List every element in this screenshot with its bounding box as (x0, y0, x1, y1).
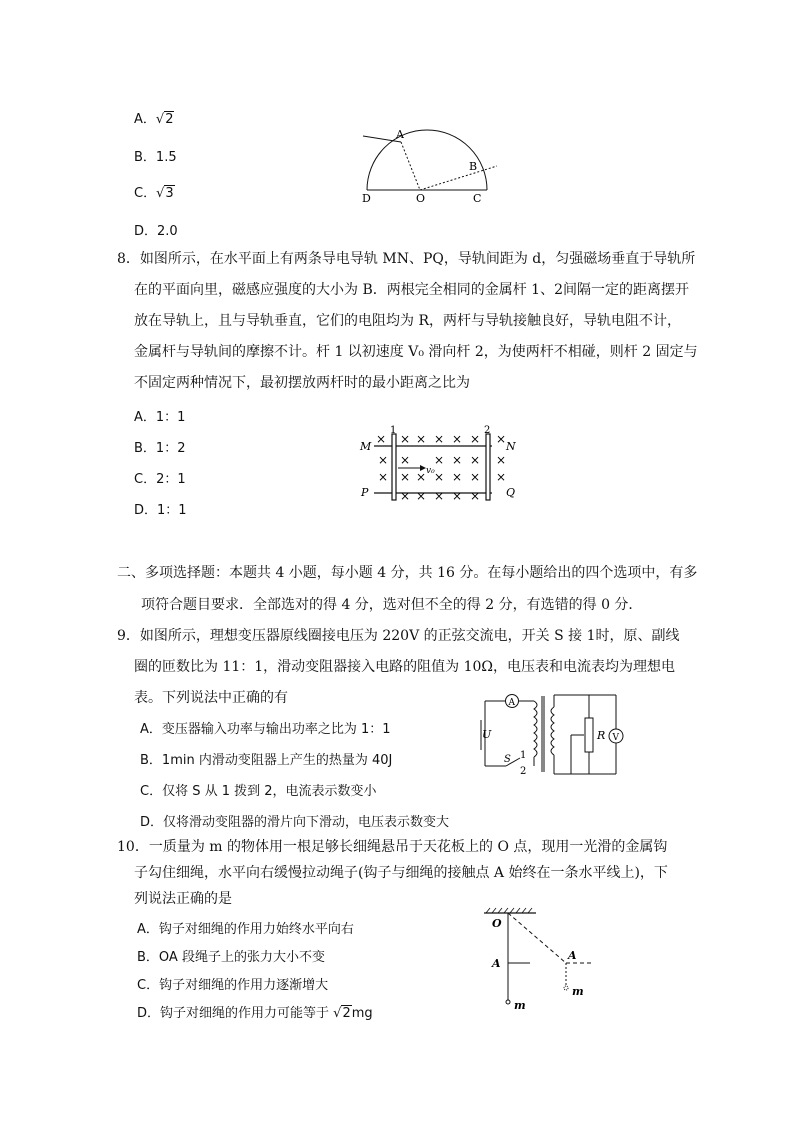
label-c: C (473, 192, 482, 205)
label-a: A (492, 957, 501, 970)
svg-text:×: × (400, 453, 411, 467)
svg-text:×: × (434, 453, 445, 467)
q8-option-a[interactable]: A．1：1 (134, 410, 186, 425)
q7-option-b[interactable] (134, 146, 177, 165)
q9-option-b[interactable]: B．1min 内滑动变阻器上产生的热量为 40J (140, 753, 393, 768)
q8-line-4: 金属杆与导轨间的摩擦不计。杆 1 以初速度 V₀ 滑向杆 2，为使两杆不相碰，则杆 2 固定与 (134, 344, 698, 360)
svg-text:×: × (434, 489, 445, 503)
option-value: 2.0 (157, 224, 178, 239)
q9-line-1: 9．如图所示，理想变压器原线圈接电压为 220V 的正弦交流电，开关 S 接 1时，原、副线 (117, 628, 680, 644)
svg-text:×: × (470, 470, 481, 484)
q10-option-d[interactable] (137, 1002, 373, 1021)
section-2-heading (117, 562, 697, 582)
sqrt-symbol: √2 (155, 112, 174, 127)
label-p: P (361, 486, 369, 499)
q9-transformer-circuit (476, 690, 716, 780)
label-o: O (492, 917, 502, 930)
svg-text:×: × (452, 489, 463, 503)
label-v0: v₀ (426, 466, 435, 476)
svg-text:×: × (400, 489, 411, 503)
label-s: S (504, 754, 511, 765)
q8-rails-figure (356, 424, 526, 506)
q7-semicircle-figure (355, 118, 505, 208)
q9-line-2: 圈的匝数比为 11：1，滑动变阻器接入电路的阻值为 10Ω，电压表和电流表均为理想电 (134, 659, 676, 675)
label-u: U (482, 728, 492, 741)
voltmeter-label: V (612, 733, 619, 743)
label-b: B (469, 160, 478, 173)
label-m: M (360, 440, 372, 453)
secondary-coil (551, 707, 554, 755)
svg-text:×: × (376, 432, 387, 446)
q10-option-b[interactable]: B．OA 段绳子上的张力大小不变 (137, 950, 325, 965)
q8-line-2: 在的平面向里，磁感应强度的大小为 B．两根完全相同的金属杆 1、2间隔一定的距离摆开 (134, 282, 690, 298)
label-rod-1: 1 (390, 425, 397, 436)
q7-option-d[interactable] (134, 220, 178, 239)
label-a-displaced: A (568, 949, 577, 962)
refracted-ray (401, 142, 420, 190)
option-text: D．钩子对细绳的作用力可能等于 (137, 1006, 334, 1021)
svg-text:×: × (416, 432, 427, 446)
label-m: m (514, 999, 526, 1012)
svg-text:×: × (452, 432, 463, 446)
q10-hook-figure (484, 905, 604, 1015)
svg-text:×: × (400, 470, 411, 484)
svg-text:×: × (470, 453, 481, 467)
svg-text:×: × (434, 470, 445, 484)
q8-line-3: 放在导轨上，且与导轨垂直，它们的电阻均为 R，两杆与导轨接触良好，导轨电阻不计， (134, 313, 681, 329)
q9-line-3: 表。下列说法中正确的有 (134, 690, 288, 706)
option-unit: mg (351, 1006, 373, 1021)
sqrt-symbol: √2 (333, 1006, 351, 1021)
option-value: 1.5 (155, 150, 177, 165)
label-m-displaced: m (572, 985, 584, 998)
svg-text:×: × (416, 489, 427, 503)
q8-line-5: 不固定两种情况下，最初摆放两杆时的最小距离之比为 (134, 375, 470, 391)
ammeter-label: A (508, 698, 515, 708)
label-a: A (396, 128, 404, 141)
radicand: 2 (165, 112, 174, 127)
svg-text:×: × (378, 470, 389, 484)
label-1: 1 (520, 750, 527, 761)
rheostat (585, 718, 593, 752)
q10-option-a[interactable]: A．钩子对细绳的作用力始终水平向右 (137, 922, 354, 937)
section-2-line-1: 二、多项选择题：本题共 4 小题，每小题 4 分，共 16 分。在每小题给出的四个选项中，有多 (117, 565, 698, 581)
q7-option-c[interactable] (134, 182, 175, 201)
svg-text:×: × (496, 470, 507, 484)
q8-option-b[interactable]: B．1：2 (134, 441, 186, 456)
q9-option-c[interactable]: C．仅将 S 从 1 拨到 2，电流表示数变小 (140, 784, 377, 799)
mass-initial (506, 1000, 510, 1004)
svg-text:×: × (434, 432, 445, 446)
q8-option-d[interactable]: D．1：1 (134, 503, 187, 518)
svg-text:×: × (416, 470, 427, 484)
rod-1 (392, 434, 396, 500)
svg-text:×: × (378, 453, 389, 467)
svg-text:×: × (470, 432, 481, 446)
rod-2 (486, 434, 490, 500)
svg-text:×: × (496, 432, 507, 446)
label-n: N (506, 440, 516, 453)
option-label: C． (134, 186, 157, 201)
primary-coil (534, 701, 537, 757)
option-label: D． (134, 224, 158, 239)
q10-option-c[interactable]: C．钩子对细绳的作用力逐渐增大 (137, 978, 329, 993)
q10-line-2: 子勾住细绳，水平向右缓慢拉动绳子(钩子与细绳的接触点 A 始终在一条水平线上)，下 (134, 865, 668, 881)
q10-line-3: 列说法正确的是 (134, 891, 232, 907)
label-o: O (416, 192, 426, 205)
svg-text:×: × (496, 453, 507, 467)
mass-displaced (564, 986, 568, 990)
svg-text:×: × (452, 470, 463, 484)
label-q: Q (506, 486, 516, 499)
option-label: A． (134, 112, 156, 127)
q8-line-1: 8．如图所示，在水平面上有两条导电导轨 MN、PQ，导轨间距为 d，匀强磁场垂直于导轨所 (117, 251, 696, 267)
label-r: R (597, 729, 606, 742)
label-d: D (362, 192, 371, 205)
radicand: 2 (342, 1006, 351, 1021)
q7-option-a[interactable] (134, 108, 174, 127)
q9-option-a[interactable]: A．变压器输入功率与输出功率之比为 1：1 (140, 722, 391, 737)
ceiling-hatch (486, 908, 532, 913)
option-label: B． (134, 150, 156, 165)
q10-line-1: 10．一质量为 m 的物体用一根足够长细绳悬吊于天花板上的 O 点，现用一光滑的金属钩 (117, 839, 668, 855)
radicand: 3 (165, 186, 174, 201)
sqrt-symbol: √3 (156, 186, 174, 201)
rope-displaced (508, 913, 566, 963)
svg-text:×: × (400, 432, 411, 446)
svg-text:×: × (470, 489, 481, 503)
q9-option-d[interactable]: D．仅将滑动变阻器的滑片向下滑动，电压表示数变大 (140, 815, 450, 830)
q8-option-c[interactable]: C．2：1 (134, 472, 186, 487)
section-2-line-2: 项符合题目要求．全部选对的得 4 分，选对但不全的得 2 分，有选错的得 0 分． (141, 597, 643, 613)
label-rod-2: 2 (484, 425, 491, 436)
svg-text:×: × (452, 453, 463, 467)
label-2: 2 (520, 766, 527, 777)
